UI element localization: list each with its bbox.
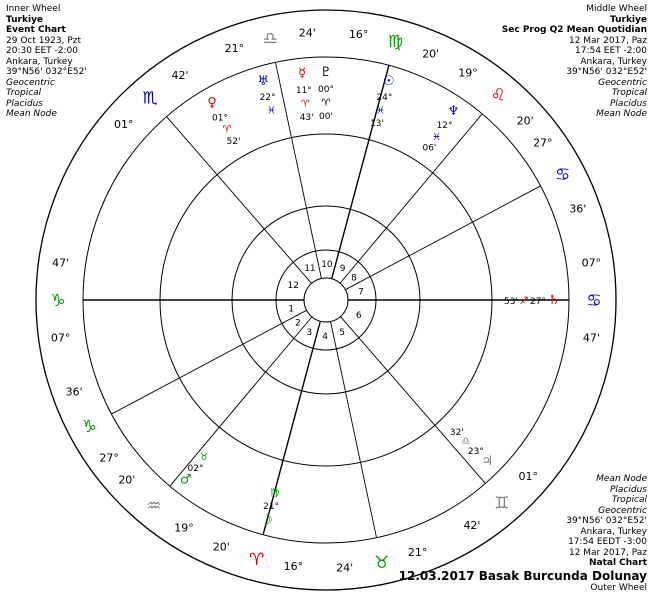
outer-planet-8-sign: ♎: [461, 436, 471, 448]
cusp-minute-2: 36': [65, 385, 83, 399]
outer-setting-2: Placidus: [610, 484, 647, 495]
inner-chart-time: 20:30 EET -2:00: [6, 46, 78, 56]
outer-planet-5-degree: 24°: [376, 93, 393, 104]
outer-chart-time: 17:54 EEDT -3:00: [568, 537, 647, 547]
cusp-sign-5: ♉: [374, 553, 390, 574]
cusp-sign-12: ♏: [142, 88, 158, 109]
house-number-8: 8: [351, 273, 357, 284]
outer-planet-8-symbol: ♃: [481, 454, 494, 470]
middle-chart-date: 12 Mar 2017, Paz: [568, 35, 647, 46]
house-number-3: 3: [306, 327, 313, 338]
outer-setting-1: Mean Node: [596, 474, 647, 484]
outer-planet-3-symbol: ☿: [298, 66, 307, 82]
middle-setting-4: Mean Node: [596, 109, 647, 119]
cusp-minute-9: 20': [516, 114, 534, 128]
house-number-6: 6: [355, 310, 362, 321]
cusp-degree-10: 16°: [348, 27, 369, 41]
outer-planet-1-sign: ♈: [222, 124, 232, 136]
cusp-minute-10: 20': [422, 47, 440, 61]
cusp-line-3: [170, 317, 312, 486]
outer-planet-3-minute: 43': [299, 113, 314, 124]
cusp-sign-3: ♒: [146, 496, 162, 517]
cusp-sign-2: ♑: [81, 416, 97, 437]
cusp-minute-4: 20': [212, 540, 230, 554]
middle-chart-coords: 39°N56' 032°E52': [566, 67, 647, 77]
cusp-degree-12: 01°: [113, 118, 134, 132]
cusp-degree-11: 21°: [224, 42, 245, 56]
house-number-9: 9: [339, 264, 346, 275]
outer-planet-3-degree: 11°: [295, 86, 312, 97]
inner-chart-place: Ankara, Turkey: [6, 56, 73, 67]
cusp-sign-11: ♎: [262, 28, 278, 49]
outer-planet-1-minute: 52': [226, 136, 241, 147]
house-number-2: 2: [295, 318, 301, 329]
outer-planet-4-degree: 00°: [318, 85, 334, 95]
outer-planet-2-sign: ♓: [266, 105, 276, 117]
outer-planet-4-minute: 00': [319, 112, 333, 122]
inner-chart-coords: 39°N56' 032°E52': [6, 67, 87, 77]
outer-chart-place: Ankara, Turkey: [580, 526, 647, 537]
house-number-10: 10: [321, 260, 333, 271]
outer-chart-title: 12.03.2017 Basak Burcunda Dolunay: [398, 568, 647, 583]
outer-setting-4: Geocentric: [598, 505, 647, 516]
outer-planet-5-sign: ♓: [376, 105, 386, 117]
outer-planet-9-symbol: ☽: [261, 513, 273, 529]
cusp-degree-3: 19°: [174, 521, 194, 535]
inner-chart-date: 29 Oct 1923, Pzt: [6, 35, 82, 46]
outer-planet-9-sign: ♍: [270, 487, 280, 499]
outer-planet-9-degree: 21°: [263, 501, 280, 512]
cusp-minute-12: 42': [171, 69, 189, 83]
inner-setting-1: Geocentric: [6, 77, 55, 88]
outer-planet-3-sign: ♈: [300, 99, 310, 111]
cusp-sign-4: ♈: [249, 549, 265, 570]
cusp-line-8: [345, 186, 540, 290]
cusp-sign-8: ♋: [555, 165, 571, 186]
outer-planet-5-symbol: ☉: [383, 73, 395, 89]
outer-planet-6-minute: 06': [422, 143, 437, 154]
inner-setting-4: Mean Node: [6, 109, 57, 119]
house-number-4: 4: [322, 331, 328, 342]
cusp-minute-8: 36': [569, 202, 587, 216]
outer-planet-2-degree: 22°: [259, 93, 276, 104]
cusp-degree-4: 16°: [283, 560, 304, 574]
middle-setting-3: Placidus: [610, 98, 647, 109]
cusp-minute-7: 47': [582, 331, 600, 345]
cusp-degree-9: 19°: [458, 66, 478, 80]
middle-chart-type: Sec Prog Q2 Mean Quotidian: [501, 25, 647, 35]
cusp-degree-1: 07°: [50, 331, 71, 345]
outer-planet-4-sign: ♈: [321, 98, 331, 109]
outer-planet-10-symbol: ♂: [179, 472, 192, 488]
cusp-sign-9: ♌: [490, 85, 506, 106]
cusp-line-6: [340, 317, 485, 484]
cusp-minute-11: 24': [298, 26, 316, 40]
outer-planet-10-degree: 02°: [187, 464, 204, 475]
outer-planet-2-symbol: ♅: [257, 73, 269, 89]
center-ring: [304, 278, 348, 322]
outer-planet-1-symbol: ♀: [207, 95, 217, 111]
inner-chart-name: Turkiye: [6, 14, 44, 25]
middle-chart-name: Turkiye: [609, 14, 647, 25]
middle-setting-2: Tropical: [611, 88, 647, 98]
outer-planet-6-symbol: ♆: [447, 103, 460, 119]
outer-planet-7-degree: 27°: [530, 297, 546, 307]
outer-planet-4-symbol: ♇: [320, 65, 332, 80]
house-number-5: 5: [339, 328, 345, 339]
middle-wheel-label: Middle Wheel: [586, 4, 647, 14]
outer-planet-7-minute: 53': [504, 297, 518, 307]
outer-chart-type: Natal Chart: [588, 558, 647, 568]
inner-setting-2: Tropical: [6, 88, 42, 98]
middle-setting-1: Geocentric: [598, 77, 647, 88]
house-number-12: 12: [287, 281, 299, 292]
cusp-minute-3: 20': [118, 473, 136, 487]
cusp-sign-7: ♋: [586, 291, 602, 311]
outer-chart-date: 12 Mar 2017, Paz: [568, 547, 647, 558]
cusp-degree-2: 27°: [99, 451, 119, 465]
outer-planet-1-degree: 01°: [212, 113, 228, 124]
cusp-line-5: [331, 322, 377, 538]
cusp-sign-10: ♍: [387, 32, 403, 53]
house-number-7: 7: [358, 287, 364, 298]
cusp-line-2: [111, 310, 306, 414]
outer-planet-5-minute: 13': [370, 119, 384, 130]
house-number-1: 1: [288, 304, 294, 315]
cusp-degree-7: 07°: [581, 256, 602, 270]
outer-planet-8-degree: 23°: [467, 446, 484, 457]
outer-planet-7-symbol: ♄: [548, 293, 560, 308]
outer-planet-6-degree: 12°: [436, 121, 453, 132]
outer-wheel-label: Outer Wheel: [590, 582, 647, 593]
outer-planet-7-sign: ♐: [519, 296, 529, 307]
house-number-11: 11: [304, 263, 316, 274]
cusp-minute-6: 42': [463, 518, 481, 532]
cusp-sign-1: ♑: [50, 291, 66, 311]
middle-chart-time: 17:54 EET -2:00: [575, 46, 647, 56]
cusp-sign-6: ♊: [494, 493, 510, 514]
cusp-minute-1: 47': [52, 256, 70, 270]
cusp-degree-8: 27°: [533, 136, 553, 150]
outer-chart-coords: 39°N56' 032°E52': [566, 516, 647, 526]
outer-planet-6-sign: ♓: [432, 131, 442, 143]
inner-wheel-label: Inner Wheel: [6, 4, 61, 14]
middle-chart-place: Ankara, Turkey: [580, 56, 647, 67]
inner-chart-type: Event Chart: [6, 25, 66, 35]
cusp-degree-6: 01°: [518, 469, 539, 483]
cusp-degree-5: 21°: [407, 545, 428, 559]
outer-planet-10-sign: ♉: [199, 452, 209, 464]
cusp-line-9: [340, 114, 482, 283]
inner-setting-3: Placidus: [6, 98, 43, 109]
cusp-minute-5: 24': [336, 561, 354, 575]
outer-planet-8-minute: 32': [449, 427, 464, 438]
outer-setting-3: Tropical: [611, 495, 647, 505]
